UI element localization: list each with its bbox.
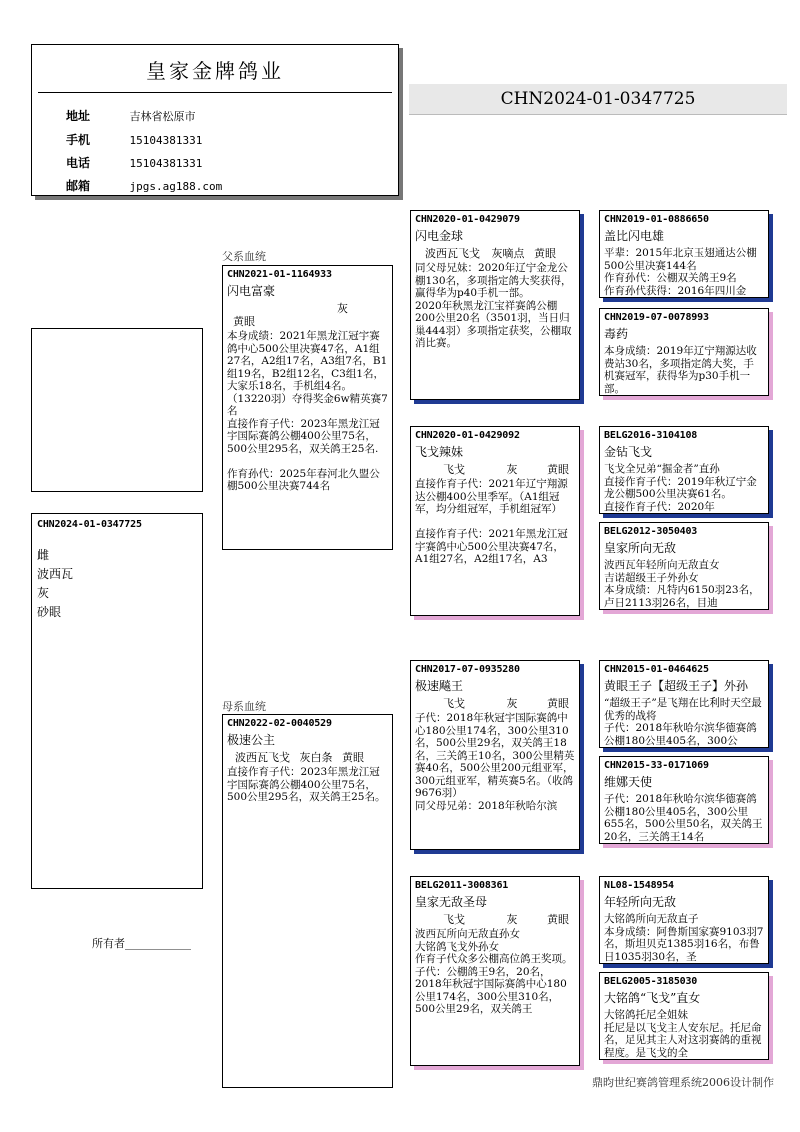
dam-desc: 直接作育子代：2023年黑龙江冠宇国际赛鸽公棚400公里75名，500公里295名，双关鸽王25名。 [227,766,386,803]
dam-traits [227,751,388,764]
grandparent-name: 飞戈辣妹 [415,445,464,459]
mother-lineage-label: 母系血统 [222,700,266,713]
great-grandparent-ring: CHN2019-01-0886650 [604,214,709,225]
ring-banner [409,84,787,115]
grandparent-ring: CHN2017-07-0935280 [415,664,520,675]
great-grandparent-card [599,876,769,964]
grandparent-traits [415,697,575,710]
great-grandparent-ring: BELG2012-3050403 [604,526,698,537]
grandparent-eye: 黄眼 [534,247,556,260]
grandparent-card [410,876,580,1066]
sire-desc: 本身成绩：2021年黑龙江冠宇赛鸽中心500公里决赛47名，A1组27名，A2组17名，A3组7名，B1组19名，B2组12名，C3组1名，大家乐18名，手机组4名。（13220羽）夺得奖金6w精英赛7名 直接作育子代：2023年黑龙江冠宇国际赛鸽公棚400公里75名，500公里295名，双关鸽王25名. 作育孙代：2025年春河北久盟公棚500公里决赛744名 [227,330,388,492]
owner-card [31,44,399,196]
grandparent-color: 灰 [506,697,518,710]
mobile-value: 15104381331 [129,134,203,147]
grandparent-eye: 黄眼 [547,463,569,476]
sire-eye: 黄眼 [233,315,255,328]
great-grandparent-desc: 大铭鸽托尼全姐妹 托尼是以飞戈主人安东尼。托尼命名，足见其主人对这羽赛鸽的重视程度。是飞戈的全 [604,1009,762,1059]
footer-credit: 鼎昀世纪赛鸽管理系统2006设计制作 [592,1076,774,1089]
phone-label: 电话 [66,156,91,170]
great-grandparent-card [599,660,769,748]
great-grandparent-name: 盖比闪电雄 [604,229,665,243]
address-row [66,107,196,124]
grandparent-traits [415,463,575,476]
grandparent-color: 灰嘀点 [491,247,525,260]
sire-name: 闪电富豪 [227,284,276,298]
dam-eye: 黄眼 [342,751,364,764]
phone-value: 15104381331 [129,157,203,170]
great-grandparent-desc: 波西瓦年轻所向无敌直女 吉诺超级王子外孙女 本身成绩：凡特内6150羽23名，卢日2113羽26名，目迪 [604,559,760,609]
grandparent-card [410,426,580,616]
great-grandparent-card [599,308,769,396]
great-grandparent-ring: BELG2016-3104108 [604,430,698,441]
great-grandparent-name: 年轻所向无敌 [604,895,677,909]
great-grandparent-card [599,972,769,1060]
father-lineage-label: 父系血统 [222,250,266,263]
sire-card [222,265,393,550]
address-label: 地址 [66,109,91,123]
great-grandparent-desc: 平辈：2015年北京玉翅通达公棚500公里决赛144名 作育孙代：公棚双关鸽王9名 作育孙代获得：2016年四川金 [604,247,757,297]
subject-card [31,513,203,889]
grandparent-name: 皇家无敌圣母 [415,895,488,909]
great-grandparent-desc: 子代：2018年秋哈尔滨华德赛鸽公棚180公里405名，300公里655名，500公里50名，双关鸽王20名，三关鸽王14名 [604,793,763,843]
great-grandparent-ring: CHN2015-33-0171069 [604,760,709,771]
address-value: 吉林省松原市 [129,110,196,123]
grandparent-eye: 黄眼 [547,913,569,926]
grandparent-traits [415,247,575,260]
great-grandparent-ring: NL08-1548954 [604,880,674,891]
grandparent-line: 波西瓦飞戈 [425,247,480,260]
great-grandparent-card [599,522,769,610]
grandparent-desc: 子代：2018年秋冠宇国际赛鸽中心180公里174名，300公里310名，500公里29名，双关鸽王18名，三关鸽王10名，300公里精英赛40名，500公里200元组亚军，300元组亚军，精英赛5名。（收鸽9676羽） 同父母兄弟：2018年秋哈尔滨 [415,712,575,812]
grandparent-color: 灰 [506,913,518,926]
subject-ring: CHN2024-01-0347725 [37,519,142,530]
grandparent-desc: 波西瓦所向无敌直孙女 大铭鸽飞戈外孙女 作育子代众多公棚高位鸽王奖项。 子代：公棚鸽王9名，20名，2018年秋冠宇国际赛鸽中心180公里174名，300公里310名，500公里29名，双关鸽王 [415,928,573,1015]
great-grandparent-name: 大铭鸽“飞戈”直女 [604,991,701,1005]
grandparent-desc: 同父母兄妹：2020年辽宁金龙公棚130名，多项指定鸽大奖获得，赢得华为p40手机一部。 2020年秋黑龙江宝祥赛鸽公棚200公里20名（3501羽，当日归巢444羽）多项指定获奖，公棚取消比赛。 [415,262,572,349]
grandparent-ring: BELG2011-3008361 [415,880,509,891]
great-grandparent-desc: 本身成绩：2019年辽宁翔源达收费站30名，多项指定鸽大奖，手机赛冠军，获得华为p30手机一部。 [604,345,757,395]
dam-color: 灰白条 [299,751,333,764]
great-grandparent-name: 皇家所向无敌 [604,541,677,555]
great-grandparent-ring: CHN2019-07-0078993 [604,312,709,323]
grandparent-line: 飞戈 [443,463,465,476]
mobile-row [66,131,202,148]
grandparent-color: 灰 [506,463,518,476]
dam-card [222,714,393,1088]
pigeon-photo [31,328,203,492]
great-grandparent-name: 维娜天使 [604,775,653,789]
great-grandparent-name: 黄眼王子【超级王子】外孙 [604,679,749,693]
mobile-label: 手机 [66,133,91,147]
great-grandparent-name: 金钻飞戈 [604,445,653,459]
subject-color: 灰 [37,586,50,600]
grandparent-name: 极速飚王 [415,679,464,693]
great-grandparent-card [599,756,769,844]
grandparent-card [410,210,580,400]
email-value: jpgs.ag188.com [129,180,223,193]
ring-banner-text: CHN2024-01-0347725 [500,89,696,109]
divider [38,92,392,93]
grandparent-eye: 黄眼 [547,697,569,710]
great-grandparent-ring: BELG2005-3185030 [604,976,698,987]
great-grandparent-card [599,210,769,298]
email-label: 邮箱 [66,179,91,193]
email-row [66,177,222,194]
grandparent-desc: 直接作育子代：2021年辽宁翔源达公棚400公里季军。（A1组冠军，均分组冠军，手机组冠军） 直接作育子代：2021年黑龙江冠宇赛鸽中心500公里决赛47名，A1组27名，A2组17名，A3 [415,478,568,565]
grandparent-line: 飞戈 [443,913,465,926]
subject-line: 波西瓦 [37,567,74,581]
dam-line: 波西瓦飞戈 [235,751,290,764]
great-grandparent-desc: 飞戈全兄弟“掘金者”直孙 直接作育子代：2019年秋辽宁金龙公棚500公里决赛61名。 直接作育子代：2020年 [604,463,757,513]
great-grandparent-ring: CHN2015-01-0464625 [604,664,709,675]
grandparent-line: 飞戈 [443,697,465,710]
subject-sex: 雌 [37,548,50,562]
grandparent-traits [415,913,575,926]
grandparent-ring: CHN2020-01-0429092 [415,430,520,441]
phone-row [66,154,202,171]
owner-title: 皇家金牌鸽业 [146,59,284,83]
grandparent-name: 闪电金球 [415,229,464,243]
grandparent-card [410,660,580,850]
sire-ring: CHN2021-01-1164933 [227,269,332,280]
grandparent-ring: CHN2020-01-0429079 [415,214,520,225]
subject-eye: 砂眼 [37,605,62,619]
sire-traits [227,302,388,328]
dam-ring: CHN2022-02-0040529 [227,718,332,729]
great-grandparent-card [599,426,769,514]
great-grandparent-desc: “超级王子”是飞翔在比利时天空最优秀的战将 子代：2018年秋哈尔滨华德赛鸽公棚180公里405名，300公 [604,697,762,747]
sire-color: 灰 [337,302,348,315]
dam-name: 极速公主 [227,733,276,747]
great-grandparent-name: 毒药 [604,327,629,341]
owner-line: 所有者____________ [92,937,191,950]
great-grandparent-desc: 大铭鸽所向无敌直子 本身成绩：阿鲁斯国家赛9103羽7名，斯坦贝克1385羽16名，布鲁日1035羽30名，圣 [604,913,764,963]
